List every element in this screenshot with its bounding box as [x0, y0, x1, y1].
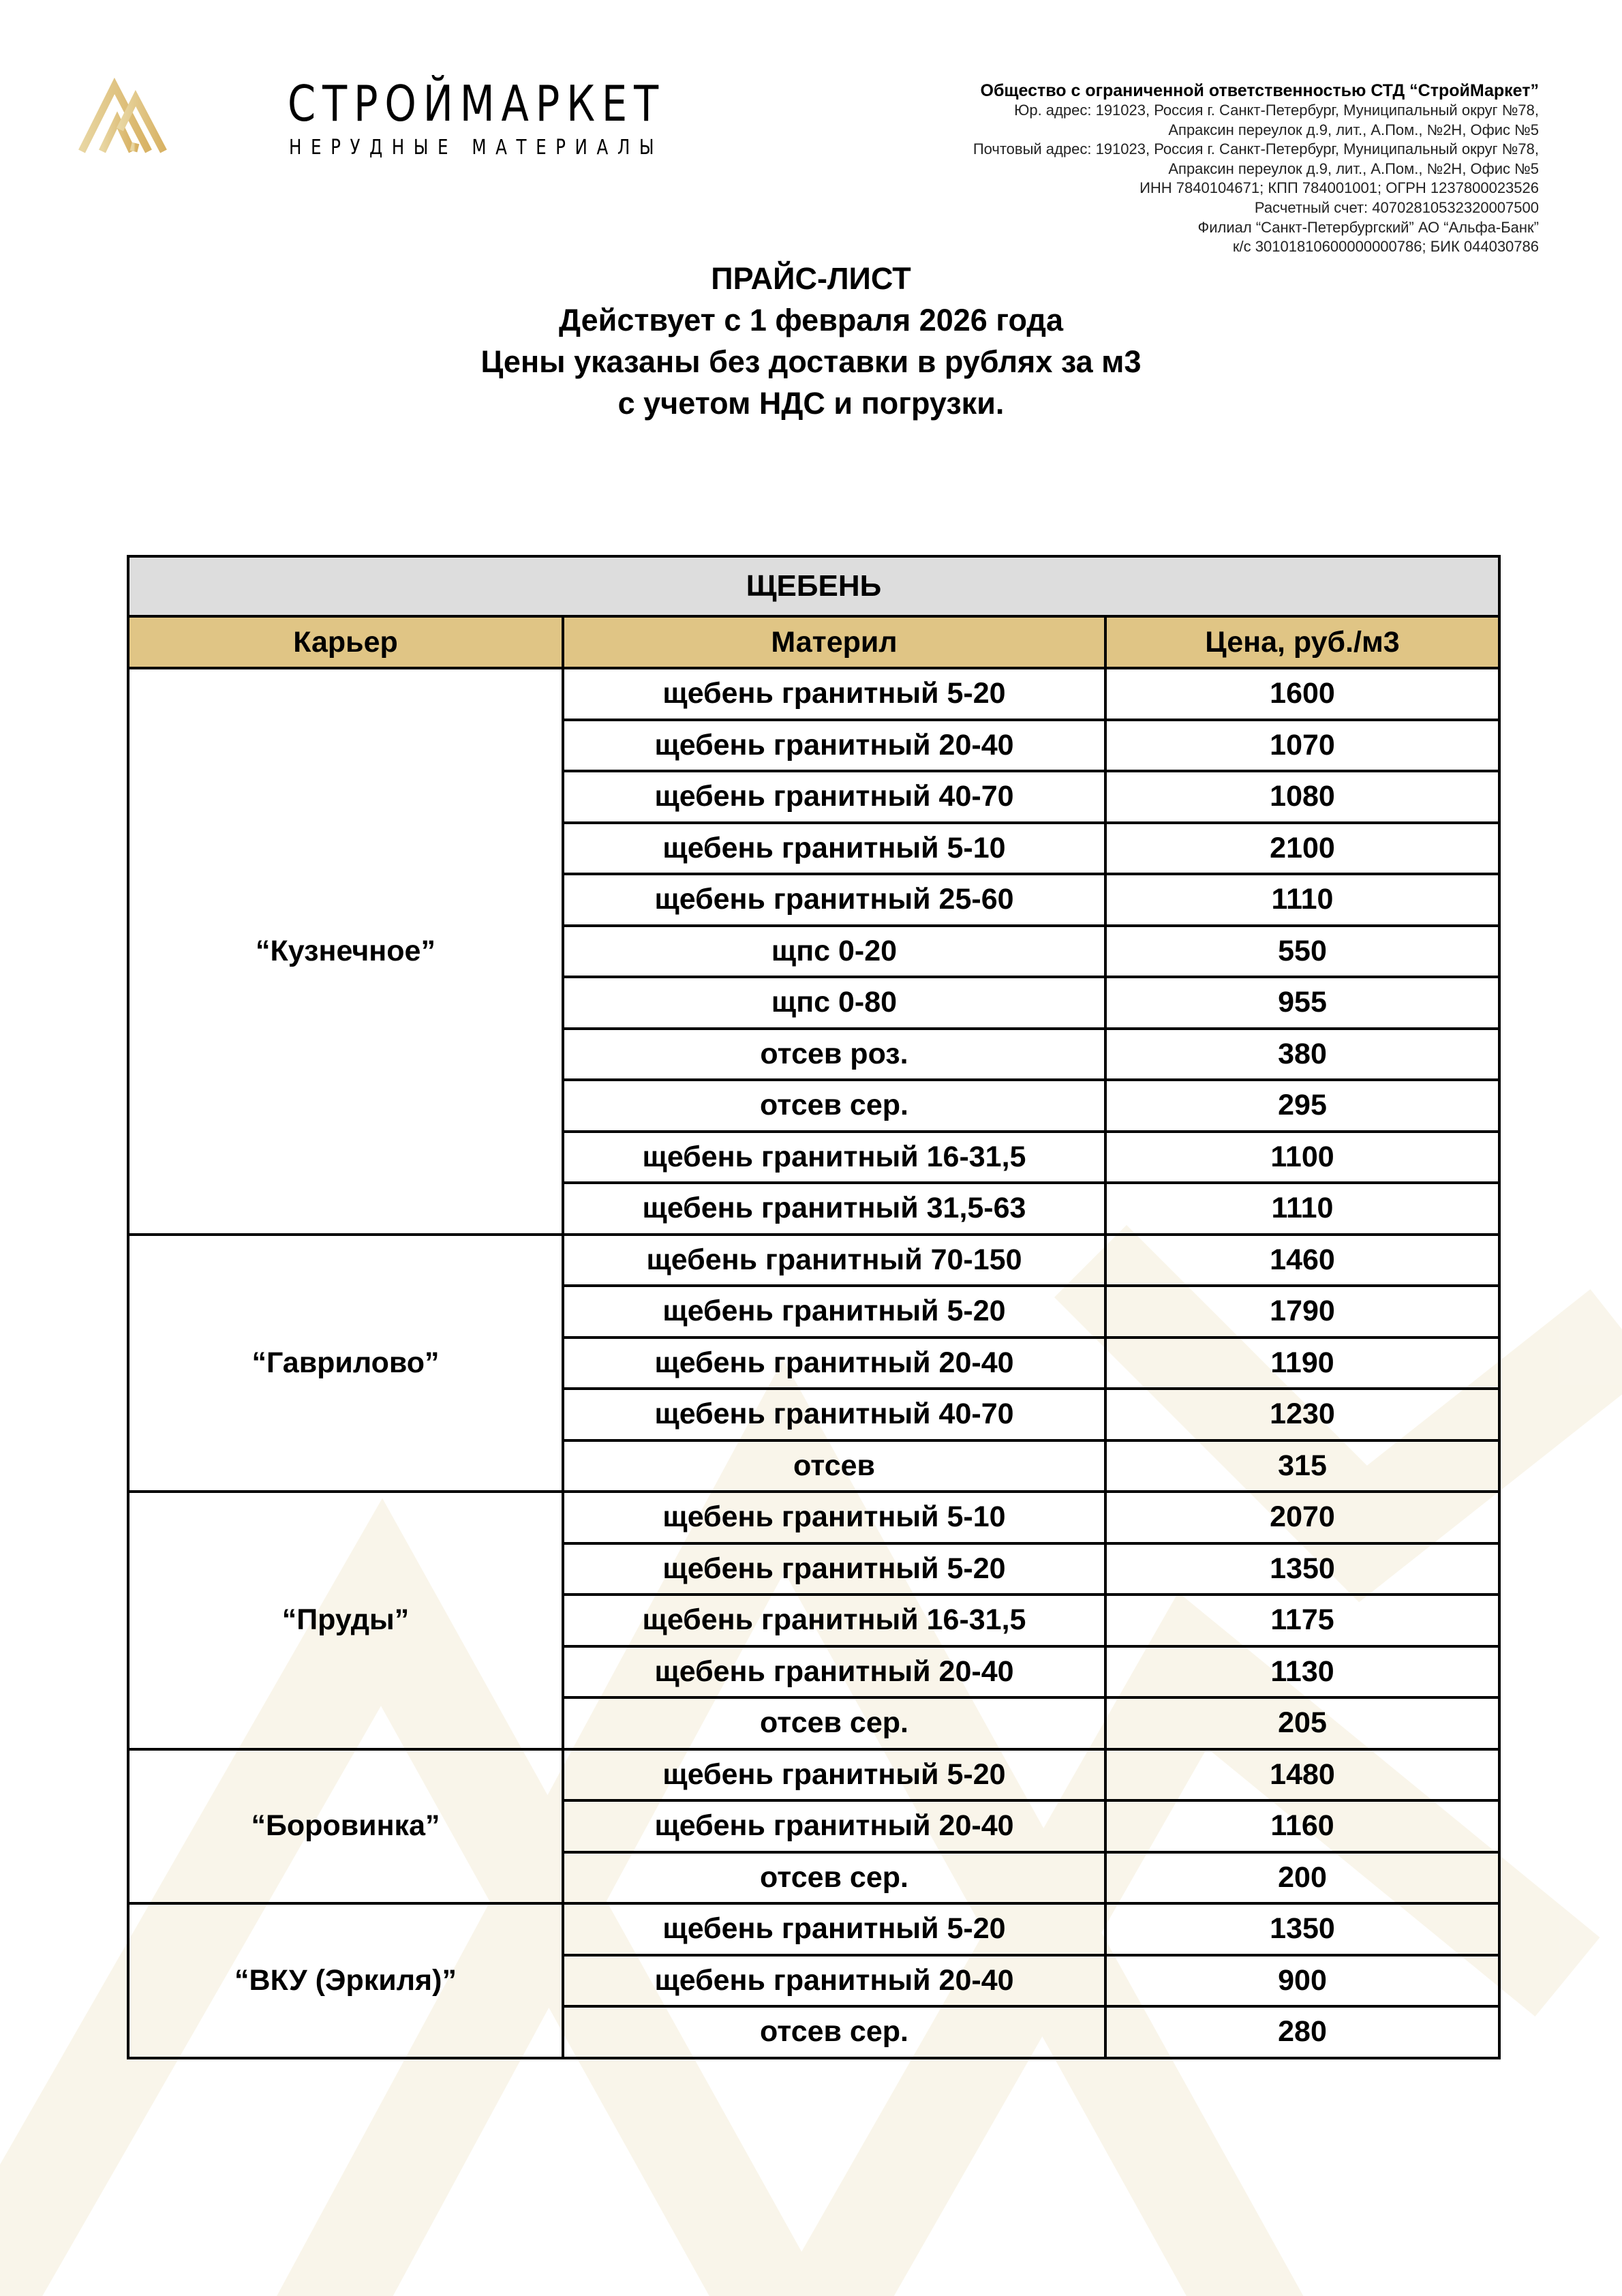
material-cell: щебень гранитный 5-20 — [563, 1543, 1105, 1595]
material-cell: щебень гранитный 5-20 — [563, 1286, 1105, 1338]
material-cell: щебень гранитный 40-70 — [563, 771, 1105, 823]
price-cell: 1080 — [1105, 771, 1499, 823]
price-cell: 1350 — [1105, 1543, 1499, 1595]
legal-address-line-2: Апраксин переулок д.9, лит., А.Пом., №2Н, Офис №5 — [1168, 121, 1539, 138]
material-cell: щебень гранитный 5-20 — [563, 1749, 1105, 1801]
quarry-name: “Боровинка” — [128, 1749, 563, 1904]
price-cell: 380 — [1105, 1029, 1499, 1081]
price-cell: 1230 — [1105, 1389, 1499, 1440]
table-row — [128, 1492, 1499, 1543]
column-header-price: Цена, руб./м3 — [1105, 616, 1499, 668]
price-cell: 1790 — [1105, 1286, 1499, 1338]
postal-address-line-2: Апраксин переулок д.9, лит., А.Пом., №2Н, Офис №5 — [1168, 160, 1539, 177]
material-cell: щебень гранитный 5-10 — [563, 823, 1105, 875]
price-cell: 315 — [1105, 1440, 1499, 1492]
material-cell: щпс 0-20 — [563, 926, 1105, 978]
material-cell: щебень гранитный 20-40 — [563, 720, 1105, 772]
price-cell: 550 — [1105, 926, 1499, 978]
bank-branch: Филиал “Санкт-Петербургский” АО “Альфа-Банк” — [1197, 218, 1539, 236]
price-table — [127, 555, 1501, 2059]
material-cell: отсев сер. — [563, 1852, 1105, 1904]
price-cell: 900 — [1105, 1955, 1499, 2007]
price-cell: 1175 — [1105, 1595, 1499, 1646]
material-cell: щебень гранитный 5-20 — [563, 668, 1105, 720]
price-cell: 955 — [1105, 977, 1499, 1029]
price-cell: 205 — [1105, 1697, 1499, 1749]
quarry-name: “Пруды” — [128, 1492, 563, 1749]
brand-name: СТРОЙМАРКЕТ — [288, 75, 665, 132]
bank-account: Расчетный счет: 40702810532320007500 — [1254, 198, 1539, 216]
pricing-note-vat: с учетом НДС и погрузки. — [617, 386, 1005, 421]
price-cell: 295 — [1105, 1080, 1499, 1132]
section-title: ЩЕБЕНЬ — [128, 556, 1499, 616]
table-row — [128, 668, 1499, 720]
price-cell: 200 — [1105, 1852, 1499, 1904]
tax-ids: ИНН 7840104671; КПП 784001001; ОГРН 1237800023526 — [1139, 179, 1539, 197]
page-title: ПРАЙС-ЛИСТ — [711, 261, 911, 296]
quarry-name: “ВКУ (Эркиля)” — [128, 1903, 563, 2058]
material-cell: щебень гранитный 16-31,5 — [563, 1132, 1105, 1183]
price-cell: 2070 — [1105, 1492, 1499, 1543]
mountain-logo-icon — [75, 75, 273, 164]
table-row — [128, 1749, 1499, 1801]
table-row — [128, 1235, 1499, 1286]
material-cell: щебень гранитный 5-20 — [563, 1903, 1105, 1955]
material-cell: отсев сер. — [563, 2006, 1105, 2058]
material-cell: щебень гранитный 40-70 — [563, 1389, 1105, 1440]
material-cell: щпс 0-80 — [563, 977, 1105, 1029]
material-cell: щебень гранитный 20-40 — [563, 1800, 1105, 1852]
price-list-heading — [0, 258, 1622, 424]
price-cell: 1460 — [1105, 1235, 1499, 1286]
price-cell: 280 — [1105, 2006, 1499, 2058]
company-requisites — [789, 80, 1539, 257]
postal-address-line-1: Почтовый адрес: 191023, Россия г. Санкт-Петербург, Муниципальный округ №78, — [973, 140, 1539, 158]
table-row — [128, 1903, 1499, 1955]
material-cell: щебень гранитный 20-40 — [563, 1338, 1105, 1389]
quarry-name: “Гаврилово” — [128, 1235, 563, 1492]
column-header-material: Материл — [563, 616, 1105, 668]
material-cell: щебень гранитный 70-150 — [563, 1235, 1105, 1286]
price-cell: 1160 — [1105, 1800, 1499, 1852]
material-cell: щебень гранитный 20-40 — [563, 1955, 1105, 2007]
quarry-name: “Кузнечное” — [128, 668, 563, 1235]
brand-subtitle: НЕРУДНЫЕ МАТЕРИАЛЫ — [289, 136, 664, 160]
price-cell: 1130 — [1105, 1646, 1499, 1698]
effective-date: Действует с 1 февраля 2026 года — [559, 303, 1063, 337]
material-cell: щебень гранитный 20-40 — [563, 1646, 1105, 1698]
price-cell: 1600 — [1105, 668, 1499, 720]
material-cell: щебень гранитный 16-31,5 — [563, 1595, 1105, 1646]
price-cell: 1070 — [1105, 720, 1499, 772]
price-cell: 1190 — [1105, 1338, 1499, 1389]
material-cell: щебень гранитный 25-60 — [563, 874, 1105, 926]
column-header-quarry: Карьер — [128, 616, 563, 668]
material-cell: отсев сер. — [563, 1080, 1105, 1132]
price-cell: 1350 — [1105, 1903, 1499, 1955]
price-cell: 1100 — [1105, 1132, 1499, 1183]
pricing-note: Цены указаны без доставки в рублях за м3 — [480, 344, 1142, 379]
bank-codes: к/с 30101810600000000786; БИК 044030786 — [1232, 238, 1539, 256]
price-cell: 2100 — [1105, 823, 1499, 875]
company-name: Общество с ограниченной ответственностью СТД “СтройМаркет” — [980, 81, 1539, 100]
material-cell: щебень гранитный 5-10 — [563, 1492, 1105, 1543]
price-cell: 1110 — [1105, 1183, 1499, 1235]
price-cell: 1110 — [1105, 874, 1499, 926]
price-cell: 1480 — [1105, 1749, 1499, 1801]
material-cell: отсев — [563, 1440, 1105, 1492]
material-cell: отсев роз. — [563, 1029, 1105, 1081]
brand-logo — [75, 75, 777, 164]
material-cell: отсев сер. — [563, 1697, 1105, 1749]
material-cell: щебень гранитный 31,5-63 — [563, 1183, 1105, 1235]
legal-address-line-1: Юр. адрес: 191023, Россия г. Санкт-Петербург, Муниципальный округ №78, — [1014, 102, 1539, 119]
